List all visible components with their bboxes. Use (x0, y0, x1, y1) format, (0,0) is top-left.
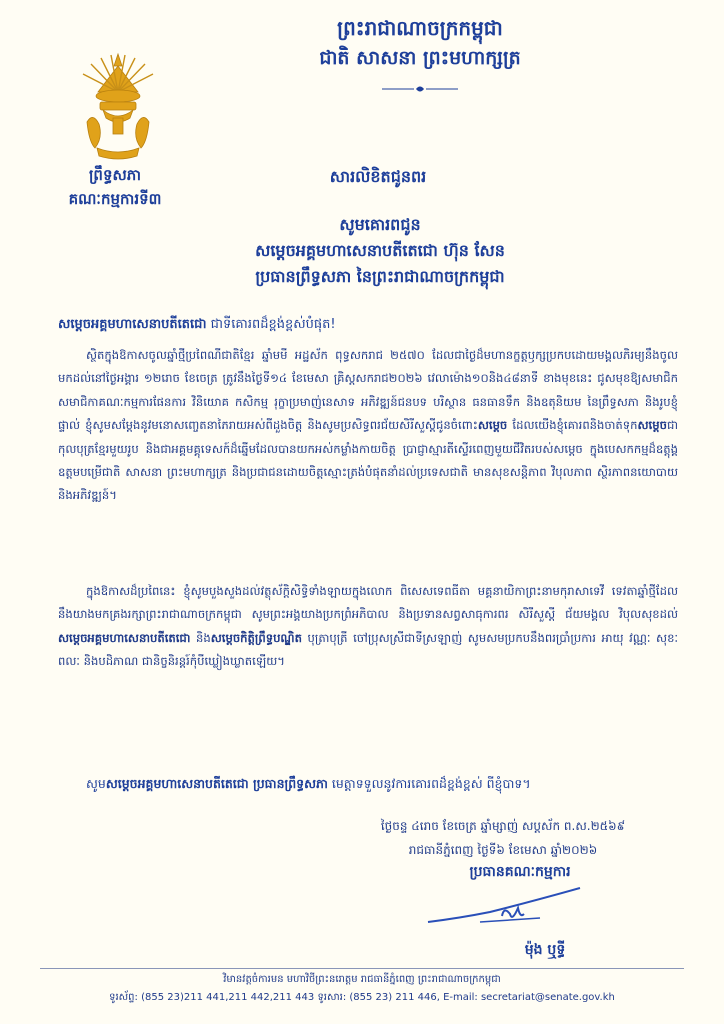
signer-name: ម៉ុង ឬទ្ធី (524, 942, 566, 958)
closing-text: មេត្តាទទួលនូវការគោរពដ៏ខ្ពង់ខ្ពស់ ពីខ្ញុំបាទ។ (327, 776, 531, 791)
closing-pre: សូម (86, 776, 106, 791)
issuer-commission: គណៈកម្មការទី៣ (68, 190, 162, 208)
kingdom-heading: ព្រះរាជាណាចក្រកម្ពុជា (337, 16, 503, 40)
paragraph-2-text-mid: និង (190, 630, 211, 645)
date-lunar: ថ្ងៃចន្ទ ៤រោច ខែចេត្រ ឆ្នាំម្សាញ់ សប្តស័ក ព.ស.២៥៦៩ (380, 819, 626, 833)
signer-title: ប្រធានគណៈកម្មការ (469, 864, 571, 880)
senate-emblem-icon (73, 52, 163, 162)
closing-line (58, 776, 678, 795)
paragraph-2-bold-2: សម្ដេចកិត្តិព្រឹទ្ធបណ្ឌិត (210, 630, 302, 645)
paragraph-2 (58, 580, 678, 674)
paragraph-2-text-end: បុត្រាបុត្រី ចៅប្រុសស្រីជាទីស្រឡាញ់ សូមសមប្រកបនឹងពរប្រាំប្រការ អាយុ វណ្ណៈ សុខៈ ពលៈ និងបដិភាណ ជានិច្ចនិរន្តរ៍កុំបីឃ្លៀងឃ្លាតឡើយ។ (58, 630, 678, 669)
paragraph-1-text-end: ជាកុលបុត្រខ្មែរមួយរូប និងជាអគ្គមគ្គុទេសក៍ដ៏ឆ្នើមដែលបានយកអស់កម្លាំងកាយចិត្ត ប្រាជ្ញាស្មារតីស្ទើរពេញមួយជីវិតរបស់សម្ដេច ក្នុងបេសកកម្មដ៏ឧត្ដុង្គឧត្ដមបម្រើជាតិ សាសនា ព្រះមហាក្សត្រ និងប្រជាជនដោយចិត្តស្មោះត្រង់បំផុតនាំដល់ប្រទេសជាតិ មានសុខសន្តិភាព វិបុលភាព ស្ថិរភាពនយោបាយ និងអភិវឌ្ឍន៍។ (58, 418, 678, 503)
paragraph-1-text: ស្ថិតក្នុងឱកាសចូលឆ្នាំថ្មីប្រពៃណីជាតិខ្មែរ ឆ្នាំមមី អដ្ឋស័ក ពុទ្ធសករាជ ២៥៧០ ដែលជាថ្ងៃដ៏មហានក្ខត្តឫក្សប្រកបដោយមង្គលភិរម្យនឹងចូលមកដល់នៅថ្ងៃអង្គារ ១២រោច ខែចេត្រ ត្រូវនឹងថ្ងៃទី១៤ ខែមេសា គ្រិស្តសករាជ២០២៦ វេលាម៉ោង១០និង៤៨នាទី ខាងមុខនេះ ជូសមុខឱ្យសមាជិក សមាជិកាគណៈកម្មការផែនការ វិនិយោគ កសិកម្ម រុក្ខាប្រមាញ់នេសាទ អភិវឌ្ឍន៍ជនបទ បរិស្ថាន ធនធានទឹក និងឧតុនិយម នៃព្រឹទ្ធសភា និងរូបខ្ញុំផ្ទាល់ ខ្ញុំសូមសម្ដែងនូវមនោសញ្ចេតនាភៃរាយអស់ពីដួងចិត្ត និងសូមប្រសិទ្ធពរជ័យសិរីសួស្ដីជូនចំពោះ (58, 348, 678, 433)
paragraph-2-text: ក្នុងឱកាសដ៏ប្រពៃនេះ ខ្ញុំសូមបួងសួងដល់វត្ថុស័ក្តិសិទ្ធិទាំងឡាយក្នុងលោក ពិសេសទេពធីតា មគ្គនាយិកាព្រះនាមកុរាសាទេវី ទេវតាឆ្នាំថ្មីដែលនឹងយាងមកគ្រងរក្សាព្រះរាជាណាចក្រកម្ពុជា សូមព្រះអង្គយាងប្រកព្រំអភិបាល និងប្រទានសព្វសាធុការពរ សិរីសួស្ដី ជ័យមង្គល វិបុលសុខដល់ (58, 584, 678, 622)
issuer-senate: ព្រឹទ្ធសភា (88, 166, 142, 184)
ornament-divider (380, 84, 460, 94)
handwritten-signature (420, 878, 590, 938)
to-line: សូមគោរពជូន (339, 215, 421, 234)
salutation-text: ជាទីគោរពដ៏ខ្ពង់ខ្ពស់បំផុត! (206, 317, 336, 332)
letter-title: សារលិខិតជូនពរ (329, 167, 427, 186)
paragraph-1-text-mid: ដែលយើងខ្ញុំគោរពនិងចាត់ទុក (507, 418, 638, 433)
national-motto: ជាតិ សាសនា ព្រះមហាក្សត្រ (319, 47, 521, 69)
footer-contact: ទូរស័ព្ទ: (855 23)211 441,211 442,211 443 ទូរសារ: (855 23) 211 446, E-mail: secretariat@senate.gov.kh (109, 992, 615, 1003)
closing-honorific: សម្ដេចអគ្គមហាសេនាបតីតេជោ ប្រធានព្រឹទ្ធសភា (105, 776, 328, 791)
footer-divider (40, 968, 684, 969)
salutation (58, 316, 678, 335)
addressee-title: ប្រធានព្រឹទ្ធសភា នៃព្រះរាជាណាចក្រកម្ពុជា (255, 267, 505, 286)
paragraph-1-bold-1: សម្ដេច (477, 418, 508, 433)
footer-address: វិមានវត្តចំការមន មហាវិថីព្រះនរោត្តម រាជធានីភ្នំពេញ ព្រះរាជាណាចក្រកម្ពុជា (223, 974, 501, 985)
paragraph-1-bold-2: សម្ដេច (637, 418, 667, 433)
date-solar: រាជធានីភ្នំពេញ ថ្ងៃទី៦ ខែមេសា ឆ្នាំ២០២៦ (408, 843, 598, 857)
paragraph-2-bold-1: សម្ដេចអគ្គមហាសេនាបតីតេជោ (58, 630, 191, 645)
addressee-name: សម្ដេចអគ្គមហាសេនាបតីតេជោ ហ៊ុន សែន (255, 241, 505, 260)
paragraph-1 (58, 344, 678, 508)
salutation-honorific: សម្ដេចអគ្គមហាសេនាបតីតេជោ (58, 317, 207, 332)
